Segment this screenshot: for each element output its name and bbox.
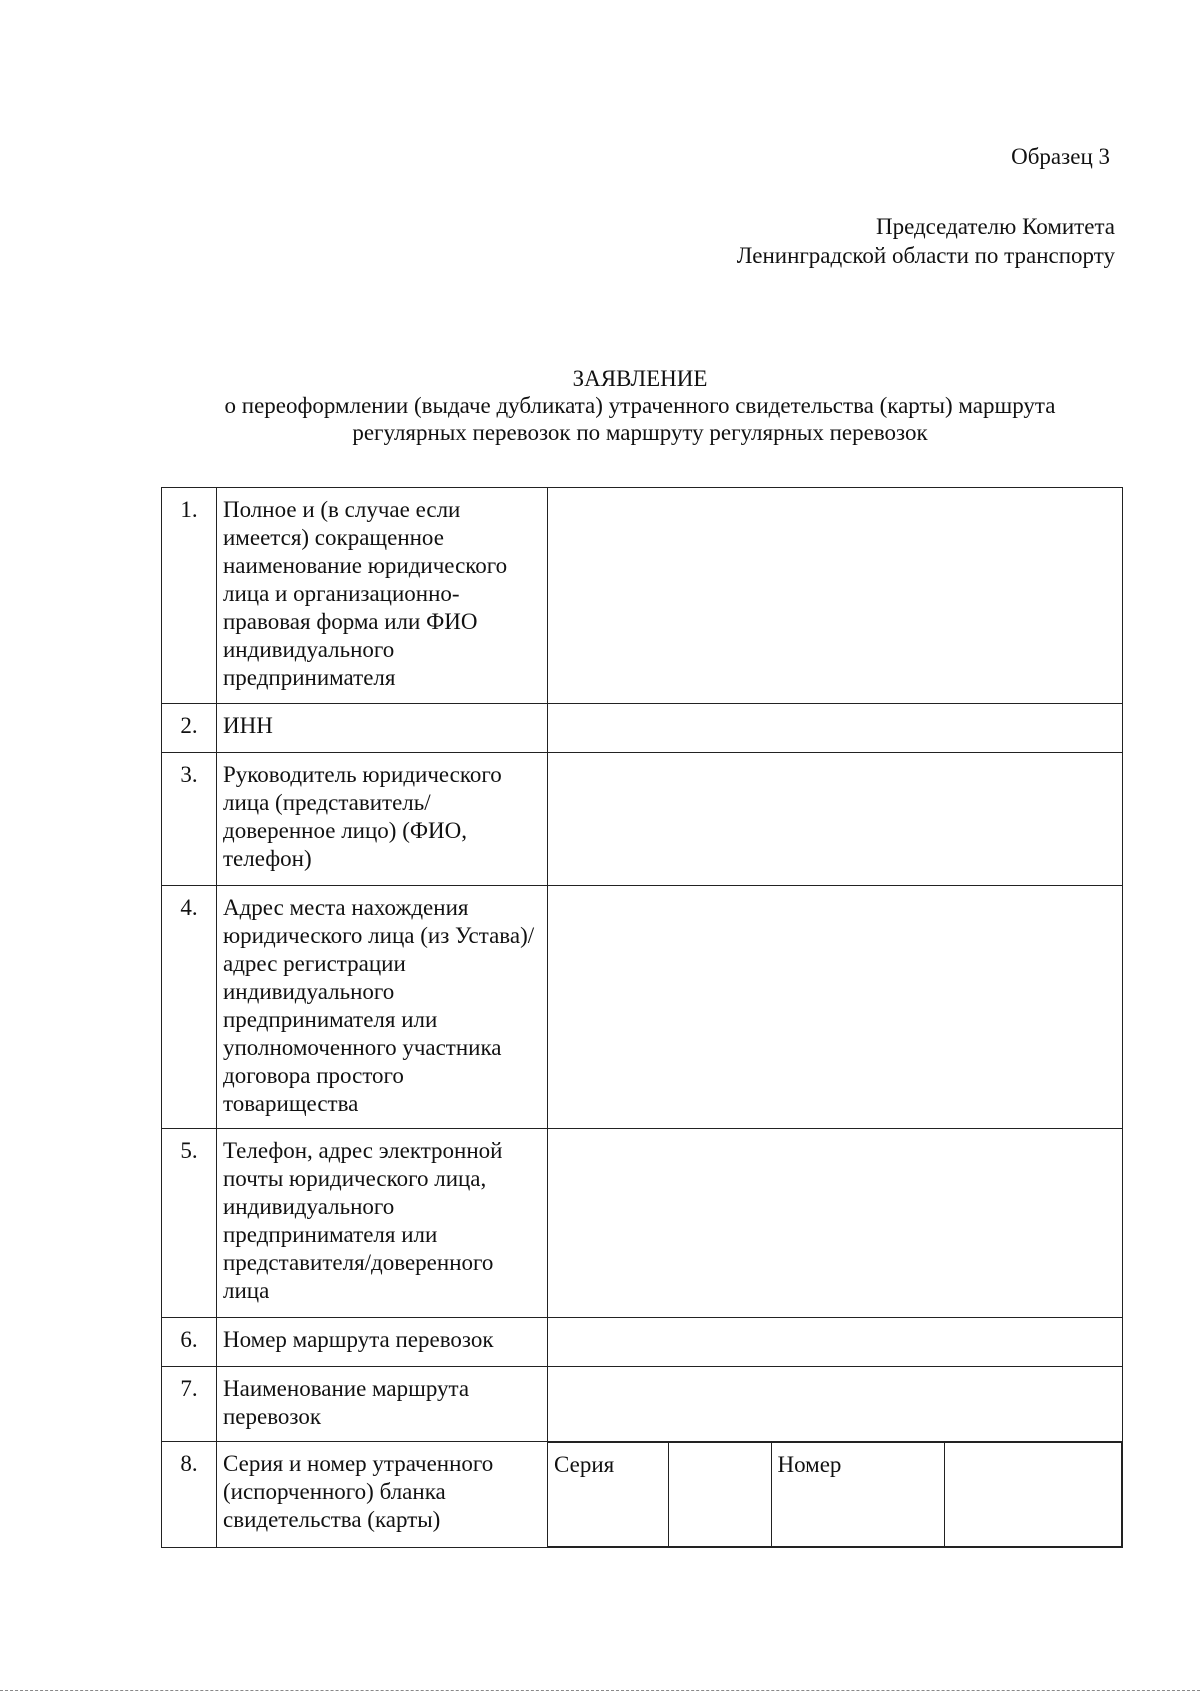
row-label-address: Адрес места нахождения юридического лица (из Устава)/адрес регистрации индивидуального предпринимателя или уполномоченного участника договора простого товарищества: [217, 886, 548, 1129]
row-number: 7.: [162, 1367, 217, 1442]
row-label-organization-name: Полное и (в случае если имеется) сокращенное наименование юридического лица и организационно-правовая форма или ФИО индивидуального предпринимателя: [217, 488, 548, 704]
form-row-5: [162, 1129, 1123, 1318]
document-subtitle-line-2: регулярных перевозок по маршруту регулярных перевозок: [352, 420, 928, 445]
sample-label: Образец 3: [1011, 144, 1110, 169]
row-number: 5.: [162, 1129, 217, 1318]
row-number: 6.: [162, 1318, 217, 1367]
series-number-subtable: [548, 1442, 1122, 1547]
series-number-cell: [548, 1442, 1123, 1548]
field-organization-name[interactable]: [548, 488, 1123, 704]
form-row-3: [162, 753, 1123, 886]
row-number: 8.: [162, 1442, 217, 1548]
number-label: Номер: [771, 1443, 944, 1547]
form-row-2: [162, 704, 1123, 753]
row-label-inn: ИНН: [217, 704, 548, 753]
row-number: 3.: [162, 753, 217, 886]
form-row-4: [162, 886, 1123, 1129]
field-route-name[interactable]: [548, 1367, 1123, 1442]
row-label-route-name: Наименование маршрута перевозок: [217, 1367, 548, 1442]
form-row-6: [162, 1318, 1123, 1367]
field-inn[interactable]: [548, 704, 1123, 753]
field-series[interactable]: [668, 1443, 771, 1547]
form-row-1: [162, 488, 1123, 704]
form-row-8: [162, 1442, 1123, 1548]
row-number: 1.: [162, 488, 217, 704]
row-label-contacts: Телефон, адрес электронной почты юридического лица, индивидуального предпринимателя или представителя/доверенного лица: [217, 1129, 548, 1318]
field-number[interactable]: [944, 1443, 1122, 1547]
form-row-7: [162, 1367, 1123, 1442]
page-bottom-divider: [0, 1690, 1200, 1691]
field-address[interactable]: [548, 886, 1123, 1129]
document-title-block: [120, 365, 1160, 446]
addressee-block: [737, 212, 1115, 270]
row-number: 2.: [162, 704, 217, 753]
field-contacts[interactable]: [548, 1129, 1123, 1318]
row-number: 4.: [162, 886, 217, 1129]
field-route-number[interactable]: [548, 1318, 1123, 1367]
row-label-series-number: Серия и номер утраченного (испорченного) бланка свидетельства (карты): [217, 1442, 548, 1548]
field-manager[interactable]: [548, 753, 1123, 886]
series-label: Серия: [548, 1443, 668, 1547]
application-form-table: [161, 487, 1123, 1548]
addressee-line-2: Ленинградской области по транспорту: [736, 243, 1115, 268]
document-subtitle-line-1: о переоформлении (выдаче дубликата) утраченного свидетельства (карты) маршрута: [224, 393, 1056, 418]
row-label-route-number: Номер маршрута перевозок: [217, 1318, 548, 1367]
row-label-manager: Руководитель юридического лица (представитель/доверенное лицо) (ФИО, телефон): [217, 753, 548, 886]
document-title: ЗАЯВЛЕНИЕ: [572, 366, 708, 391]
addressee-line-1: Председателю Комитета: [875, 214, 1115, 239]
